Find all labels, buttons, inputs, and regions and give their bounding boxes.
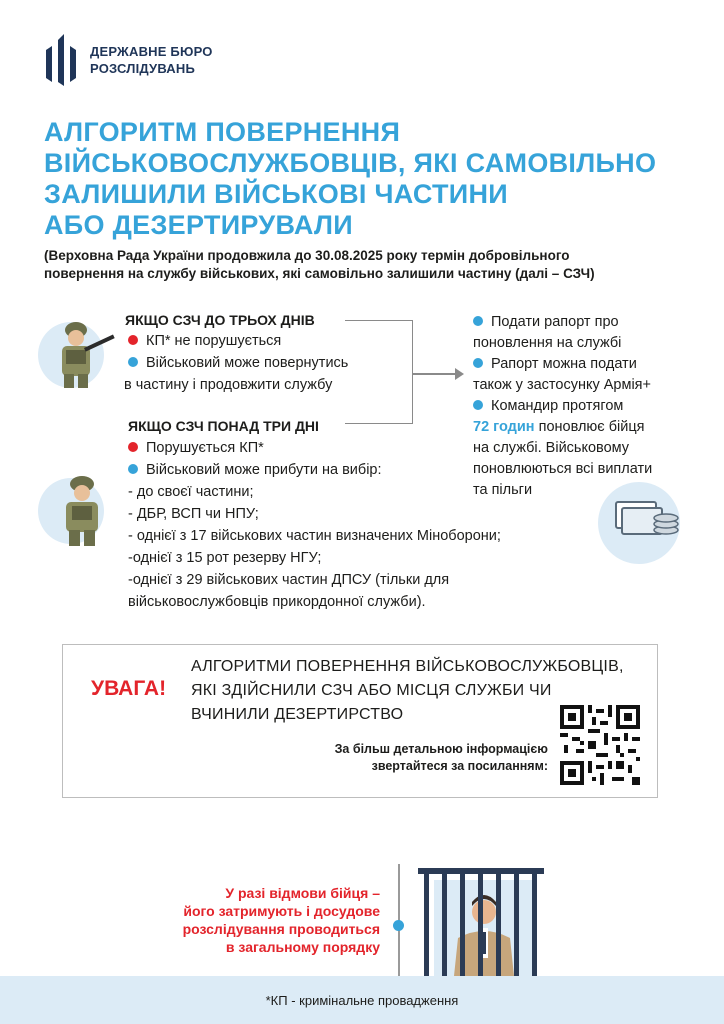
money-icon	[614, 496, 684, 547]
title-line1: АЛГОРИТМ ПОВЕРНЕННЯ	[44, 117, 401, 147]
refusal-line1: У разі відмови бійця –	[225, 885, 380, 901]
footer-note-text: *КП - кримінальне провадження	[265, 992, 459, 1008]
red-bullet-icon	[128, 442, 138, 452]
case-long-option: -однієї з 29 військових частин ДПСУ (тільки для	[128, 572, 450, 588]
case-long-item2-text: Військовий може прибути на вибір:	[146, 462, 382, 478]
title-line3: ЗАЛИШИЛИ ВІЙСЬКОВІ ЧАСТИНИ	[44, 179, 509, 209]
result-item1	[473, 312, 713, 354]
case-long-item1	[128, 437, 264, 459]
warning-box	[62, 644, 658, 798]
warning-text-line2: ЯКІ ЗДІЙСНИЛИ СЗЧ АБО МІСЦЯ СЛУЖБИ ЧИ	[191, 682, 552, 699]
subtitle-line2: повернення на службу військових, які самовільно залишили частину (далі – СЗЧ)	[44, 266, 595, 281]
org-name	[90, 43, 213, 77]
result-item3-line4: поновлюються всі виплати	[473, 461, 653, 477]
case-short-item2	[128, 352, 348, 374]
case-long-option: - ДБР, ВСП чи НПУ;	[128, 506, 259, 522]
warning-text-line3: ВЧИНИЛИ ДЕЗЕРТИРСТВО	[191, 706, 404, 723]
title-line4: АБО ДЕЗЕРТИРУВАЛИ	[44, 210, 354, 240]
blue-bullet-icon	[473, 400, 483, 410]
refusal-line3: розслідування проводиться	[182, 921, 380, 937]
subtitle-line1: (Верховна Рада України продовжила до 30.08.2025 року термін добровільного	[44, 248, 570, 263]
case-short-item2-cont: в частину і продовжити службу	[124, 377, 333, 393]
footer-note	[0, 976, 724, 1024]
case-long-item2	[128, 459, 382, 481]
qr-code-icon[interactable]	[560, 705, 640, 785]
result-item3	[473, 396, 713, 501]
refusal-line4: в загальному порядку	[225, 939, 380, 955]
case-long-option: військовослужбовців прикордонної служби).	[128, 594, 426, 610]
org-name-line1: ДЕРЖАВНЕ БЮРО	[90, 44, 213, 59]
case-long-heading: ЯКЩО СЗЧ ПОНАД ТРИ ДНІ	[128, 418, 319, 434]
result-item2-line2: також у застосунку Армія+	[473, 377, 652, 393]
red-bullet-icon	[128, 335, 138, 345]
connector-line	[413, 373, 455, 375]
soldier-icon	[46, 318, 126, 393]
warning-info	[263, 741, 548, 775]
org-logo	[42, 34, 213, 86]
case-long-item1-text: Порушується КП*	[146, 440, 264, 456]
blue-bullet-icon	[473, 316, 483, 326]
prisoner-icon	[414, 866, 548, 981]
case-short-heading: ЯКЩО СЗЧ ДО ТРЬОХ ДНІВ	[125, 312, 315, 328]
result-item3-line2: поновлює бійця	[534, 419, 645, 435]
page-title	[44, 117, 684, 241]
blue-bullet-icon	[473, 358, 483, 368]
result-item2	[473, 354, 713, 396]
refusal-line2: його затримують і досудове	[183, 903, 380, 919]
title-line2: ВІЙСЬКОВОСЛУЖБОВЦІВ, ЯКІ САМОВІЛЬНО	[44, 148, 657, 178]
result-item2-line1: Рапорт можна подати	[491, 356, 637, 372]
result-item3-line5: та пільги	[473, 482, 533, 498]
result-item1-line1: Подати рапорт про	[491, 314, 619, 330]
result-column	[473, 312, 713, 501]
blue-bullet-icon	[128, 464, 138, 474]
warning-text-line1: АЛГОРИТМИ ПОВЕРНЕННЯ ВІЙСЬКОВОСЛУЖБОВЦІВ,	[191, 658, 624, 675]
case-short-item2-text: Військовий може повернутись	[146, 355, 349, 371]
arrow-right-icon	[455, 368, 464, 380]
case-short-item1-text: КП* не порушується	[146, 333, 282, 349]
org-name-line2: РОЗСЛІДУВАНЬ	[90, 61, 195, 76]
result-item1-line2: поновлення на службі	[473, 335, 622, 351]
blue-bullet-icon	[128, 357, 138, 367]
case-long-option: - однієї з 17 військових частин визначених Міноборони;	[128, 528, 501, 544]
dbr-logo-icon	[42, 34, 80, 86]
warning-info-line2: звертайтеся за посиланням:	[371, 759, 548, 773]
refusal-text	[150, 884, 380, 956]
result-item3-line3: на службі. Військовому	[473, 440, 630, 456]
case-long-option: - до своєї частини;	[128, 484, 254, 500]
connector-bracket	[345, 320, 413, 424]
case-short-item1	[128, 330, 281, 352]
result-item3-line1: Командир протягом	[491, 398, 624, 414]
warning-info-line1: За більш детальною інформацією	[334, 742, 548, 756]
result-hours: 72 годин	[473, 419, 535, 435]
page-subtitle	[44, 247, 684, 283]
blue-dot-icon	[393, 920, 404, 931]
soldier-icon	[52, 472, 116, 553]
case-long-option: -однієї з 15 рот резерву НГУ;	[128, 550, 322, 566]
warning-label: УВАГА!	[91, 677, 167, 700]
